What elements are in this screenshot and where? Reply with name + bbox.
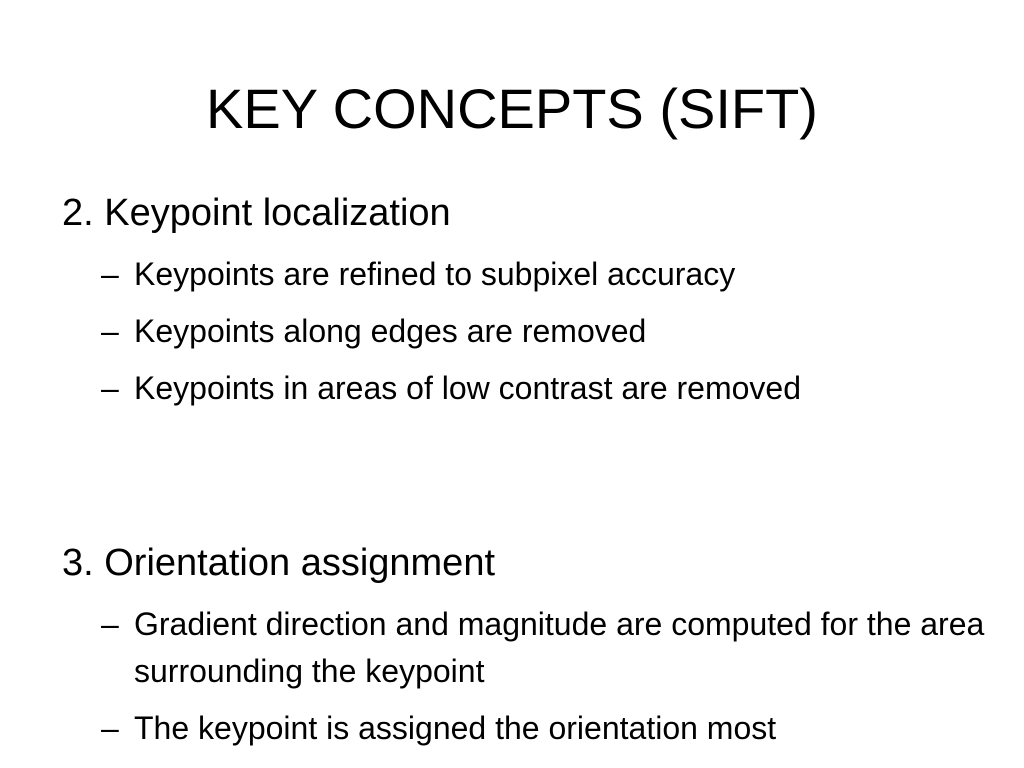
bullet-item	[62, 601, 1004, 695]
bullet-dash: –	[101, 313, 119, 349]
slide-title: KEY CONCEPTS (SIFT)	[206, 77, 818, 140]
bullet-dash: –	[101, 606, 119, 642]
bullet-dash: –	[101, 256, 119, 292]
section-heading: 2. Keypoint localization	[62, 192, 451, 234]
section-orientation-assignment	[62, 541, 1004, 752]
section-heading: 3. Orientation assignment	[62, 542, 496, 584]
bullet-text: Keypoints along edges are removed	[134, 313, 647, 349]
bullet-list	[62, 251, 1004, 412]
bullet-text: Keypoints are refined to subpixel accuracy	[134, 256, 736, 292]
bullet-item	[62, 251, 1004, 298]
bullet-text: The keypoint is assigned the orientation most	[134, 710, 777, 746]
bullet-item	[62, 705, 1004, 752]
bullet-dash: –	[101, 370, 119, 406]
section-keypoint-localization	[62, 191, 1004, 412]
bullet-dash: –	[101, 710, 119, 746]
bullet-item	[62, 365, 1004, 412]
bullet-text: Keypoints in areas of low contrast are removed	[134, 370, 801, 406]
bullet-list	[62, 601, 1004, 752]
bullet-item	[62, 308, 1004, 355]
bullet-text: Gradient direction and magnitude are computed for the area surrounding the keypoint	[134, 606, 985, 689]
